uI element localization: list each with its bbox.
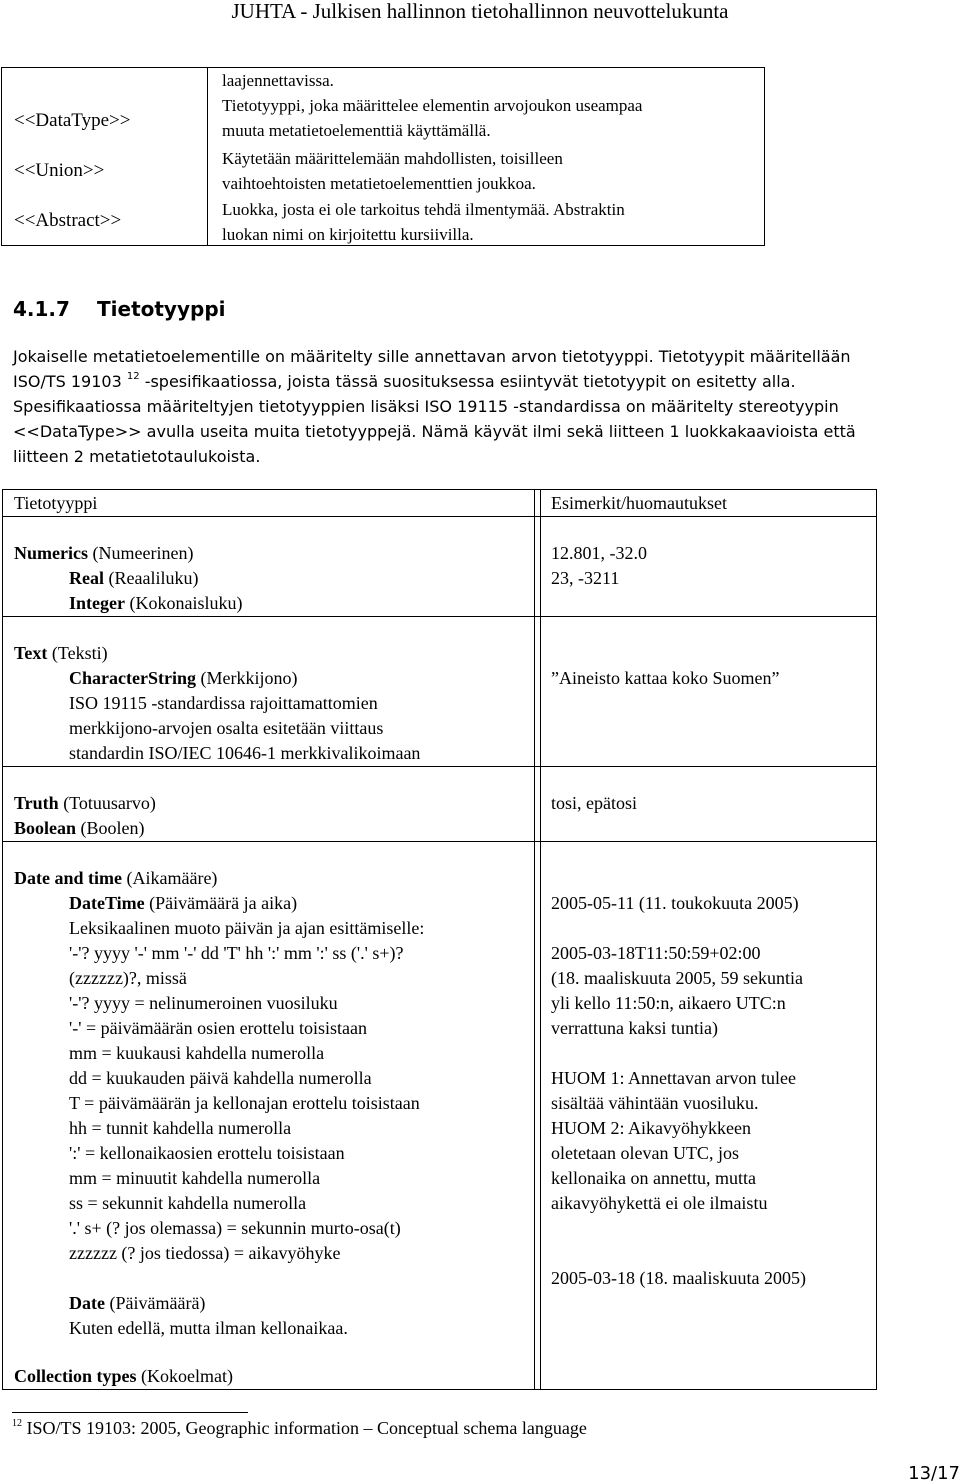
type-date-and-time: Date and time (Aikamääre) — [14, 868, 218, 888]
datetime-note: dd = kuukauden päivä kahdella numerolla — [69, 1068, 372, 1088]
column-header-type: Tietotyyppi — [14, 493, 98, 513]
type-characterstring: CharacterString (Merkkijono) — [69, 668, 298, 688]
example-text: ”Aineisto kattaa koko Suomen” — [551, 668, 780, 688]
page-header: JUHTA - Julkisen hallinnon tietohallinnon neuvottelukunta — [231, 0, 729, 23]
stereotype-description: Käytetään määrittelemään mahdollisten, toisilleen — [222, 149, 563, 168]
type-integer: Integer (Kokonaisluku) — [69, 593, 243, 613]
datetime-note: T = päivämäärän ja kellonajan erottelu toisistaan — [69, 1093, 420, 1113]
datetime-note: (zzzzzz)?, missä — [69, 968, 187, 988]
example-date: 2005-03-18 (18. maaliskuuta 2005) — [551, 1268, 806, 1288]
stereotype-label: <<DataType>> — [14, 110, 131, 131]
datetime-remark: sisältää vähintään vuosiluku. — [551, 1093, 759, 1113]
type-collection: Collection types (Kokoelmat) — [14, 1366, 233, 1386]
stereotype-description: Tietotyyppi, joka määrittelee elementin arvojoukon useampaa — [222, 96, 643, 115]
footnote: $^{12}$ ISO/TS 19103: 2005, Geographic information – Conceptual schema language — [12, 1418, 587, 1438]
intro-line: <<DataType>> avulla useita muita tietotyyppejä. Nämä käyvät ilmi sekä liitteen 1 luokkakaavioista että — [13, 422, 856, 441]
datetime-remark: kellonaika on annettu, mutta — [551, 1168, 756, 1188]
example-datetime-2: (18. maaliskuuta 2005, 59 sekuntia — [551, 968, 803, 988]
stereotype-table — [1, 67, 765, 246]
text-note: standardin ISO/IEC 10646-1 merkkivalikoimaan — [69, 743, 421, 763]
footnote-separator — [12, 1412, 248, 1413]
example-datetime-2: yli kello 11:50:n, aikaero UTC:n — [551, 993, 786, 1013]
intro-line: ISO/TS 19103 $^{12}$ -spesifikaatiossa, joista tässä suosituksessa esiintyvät tietotyypit on esitetty alla. — [13, 371, 796, 391]
date-note: Kuten edellä, mutta ilman kellonaikaa. — [69, 1318, 348, 1338]
datetime-remark: HUOM 2: Aikavyöhykkeen — [551, 1118, 751, 1138]
example-integer: 23, -3211 — [551, 568, 620, 588]
example-boolean: tosi, epätosi — [551, 793, 637, 813]
intro-line: Spesifikaatiossa määriteltyjen tietotyyppien lisäksi ISO 19115 -standardissa on määritelty stereotyypin — [13, 397, 839, 416]
text-note: ISO 19115 -standardissa rajoittamattomien — [69, 693, 378, 713]
page-number: 13/17 — [908, 1463, 960, 1484]
text-note: merkkijono-arvojen osalta esitetään viittaus — [69, 718, 384, 738]
stereotype-continuation: laajennettavissa. — [222, 71, 334, 90]
stereotype-description: luokan nimi on kirjoitettu kursiivilla. — [222, 225, 474, 244]
type-boolean: Boolean (Boolen) — [14, 818, 145, 838]
section-heading — [13, 297, 226, 322]
footnote-ref: 12 — [126, 371, 140, 382]
stereotype-label: <<Union>> — [14, 160, 105, 181]
datetime-remark: oletetaan olevan UTC, jos — [551, 1143, 739, 1163]
stereotype-description: Luokka, josta ei ole tarkoitus tehdä ilmentymää. Abstraktin — [222, 200, 625, 219]
type-truth: Truth (Totuusarvo) — [14, 793, 156, 813]
example-datetime-2: 2005-03-18T11:50:59+02:00 — [551, 943, 761, 963]
type-datetime: DateTime (Päivämäärä ja aika) — [69, 893, 298, 913]
datetime-note: zzzzzz (? jos tiedossa) = aikavyöhyke — [69, 1243, 341, 1263]
datetime-remark: HUOM 1: Annettavan arvon tulee — [551, 1068, 796, 1088]
intro-line: Jokaiselle metatietoelementille on määritelty sille annettavan arvon tietotyyppi. Tietotyypit määritellään — [13, 347, 851, 366]
example-real: 12.801, -32.0 — [551, 543, 647, 563]
example-datetime-1: 2005-05-11 (11. toukokuuta 2005) — [551, 893, 799, 913]
type-date: Date (Päivämäärä) — [69, 1293, 206, 1313]
datetime-note: mm = minuutit kahdella numerolla — [69, 1168, 321, 1188]
column-header-examples: Esimerkit/huomautukset — [551, 493, 727, 513]
datetime-note: '-'? yyyy '-' mm '-' dd 'T' hh ':' mm ':' ss ('.' s+)? — [69, 943, 404, 963]
section-title: Tietotyyppi — [97, 297, 226, 321]
stereotype-label: <<Abstract>> — [14, 210, 122, 231]
stereotype-description: muuta metatietoelementtiä käyttämällä. — [222, 121, 491, 140]
stereotype-description: vaihtoehtoisten metatietoelementtien joukkoa. — [222, 174, 536, 193]
datetime-note: mm = kuukausi kahdella numerolla — [69, 1043, 325, 1063]
footnote-number: 12 — [12, 1418, 22, 1429]
datetime-note: '-' = päivämäärän osien erottelu toisistaan — [69, 1018, 368, 1038]
type-text: Text (Teksti) — [14, 643, 108, 663]
section-number: 4.1.7 — [13, 297, 70, 321]
datetime-note: hh = tunnit kahdella numerolla — [69, 1118, 292, 1138]
example-datetime-2: verrattuna kaksi tuntia) — [551, 1018, 718, 1038]
datetime-note: ss = sekunnit kahdella numerolla — [69, 1193, 307, 1213]
type-real: Real (Reaaliluku) — [69, 568, 199, 588]
intro-line: liitteen 2 metatietotaulukoista. — [13, 447, 261, 466]
datetime-note: '.' s+ (? jos olemassa) = sekunnin murto-osa(t) — [69, 1218, 401, 1238]
type-numerics: Numerics (Numeerinen) — [14, 543, 194, 563]
datetime-remark: aikavyöhykettä ei ole ilmaistu — [551, 1193, 768, 1213]
datetime-note: Leksikaalinen muoto päivän ja ajan esittämiselle: — [69, 918, 425, 938]
datetime-note: '-'? yyyy = nelinumeroinen vuosiluku — [69, 993, 338, 1013]
datetime-note: ':' = kellonaikaosien erottelu toisistaan — [69, 1143, 345, 1163]
